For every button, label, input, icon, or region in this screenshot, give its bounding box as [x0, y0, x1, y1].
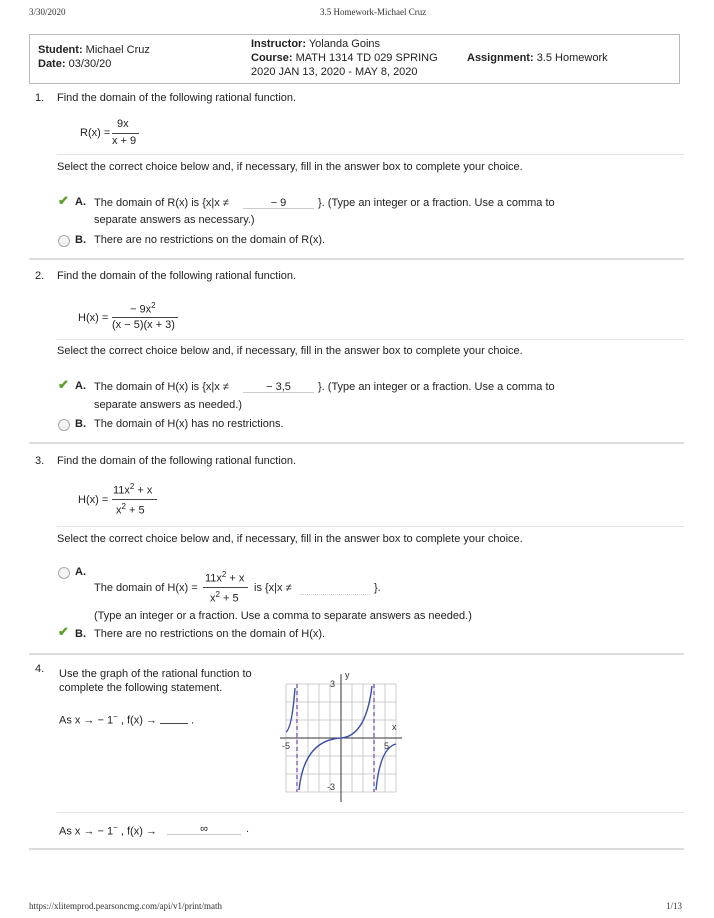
q4-answer-field[interactable]: ∞	[167, 823, 241, 835]
arrow-right-icon: →	[145, 714, 157, 727]
q4-stmt-post: , f(x)	[120, 714, 143, 727]
q3-option-b-label[interactable]: B.	[75, 628, 86, 640]
q4-ans-sup: −	[113, 823, 118, 832]
q1-denominator: x + 9	[112, 135, 137, 147]
q1-option-b-radio[interactable]	[58, 235, 70, 247]
q4-ans-val: − 1	[97, 825, 114, 838]
instructor-line	[251, 38, 380, 50]
q1-checkmark-icon: ✔	[58, 193, 69, 208]
instructor-label: Instructor:	[251, 38, 306, 50]
q2-numerator	[130, 301, 156, 316]
q3-a-numerator	[205, 570, 244, 585]
q3-option-a-label[interactable]: A.	[75, 566, 86, 578]
curve-left-branch	[286, 688, 295, 732]
course-line	[251, 52, 438, 64]
q3-a-den-exp: 2	[215, 590, 220, 599]
date-line	[38, 58, 111, 70]
q2-fraction-bar	[112, 317, 178, 318]
q2-option-a-text-line2: separate answers as needed.)	[94, 399, 242, 411]
q4-blank	[160, 714, 188, 724]
footer-page: 1/13	[666, 901, 683, 911]
date-label: Date:	[38, 58, 66, 70]
q1-numerator: 9x	[117, 118, 129, 130]
assignment-header	[29, 34, 680, 84]
q1-func-lhs: R(x) =	[80, 127, 111, 139]
graph-tick-right: 5	[384, 741, 390, 751]
q3-num-a: 11x	[113, 484, 130, 497]
q1-prompt: Find the domain of the following rational function.	[57, 92, 297, 104]
q3-den-exp: 2	[121, 502, 126, 511]
q2-numerator-base: − 9x	[130, 303, 152, 316]
q3-checkmark-icon: ✔	[58, 624, 69, 639]
q3-prompt: Find the domain of the following rational function.	[57, 455, 297, 467]
q4-stmt-sup: −	[113, 712, 118, 721]
date-value: 03/30/20	[68, 58, 112, 70]
q3-a-num-exp: 2	[221, 570, 227, 579]
q2-answer-field[interactable]: − 3,5	[243, 381, 314, 393]
q4-statement: As x → − 1− , f(x) → .	[59, 712, 195, 727]
q1-instruction: Select the correct choice below and, if necessary, fill in the answer box to complete your choice.	[57, 161, 523, 173]
q3-answer-field[interactable]	[300, 583, 370, 595]
q2-option-b-radio[interactable]	[58, 419, 70, 431]
print-doc-title: 3.5 Homework-Michael Cruz	[320, 7, 427, 17]
q1-option-b-text: There are no restrictions on the domain of R(x).	[94, 234, 326, 246]
student-label: Student:	[38, 44, 83, 56]
q3-den-a: x	[116, 504, 122, 517]
q3-option-a-radio[interactable]	[58, 567, 70, 579]
graph-tick-top: 3	[330, 679, 336, 689]
print-date: 3/30/2020	[29, 7, 66, 17]
q2-number: 2.	[35, 270, 45, 282]
graph-tick-left: -5	[282, 741, 291, 751]
q3-end-divider	[29, 653, 684, 655]
assignment-value: 3.5 Homework	[536, 52, 608, 64]
q2-end-divider	[29, 442, 684, 444]
student-value: Michael Cruz	[85, 44, 150, 56]
q3-option-a-text-post: }.	[374, 582, 381, 594]
q2-option-b-text: The domain of H(x) has no restrictions.	[94, 418, 284, 430]
q4-stmt-pre: As x	[59, 714, 81, 727]
q3-a-num-b: + x	[226, 572, 245, 585]
q3-a-den-a: x	[210, 592, 216, 605]
q1-end-divider	[29, 258, 684, 260]
q3-option-a-text-mid: is {x|x ≠	[254, 582, 292, 594]
q3-divider	[57, 526, 684, 527]
q2-option-b-label[interactable]: B.	[75, 418, 86, 430]
q1-option-b-label[interactable]: B.	[75, 234, 86, 246]
q4-divider	[57, 812, 684, 813]
assignment-line	[467, 52, 608, 64]
arrow-right-icon: →	[83, 714, 95, 727]
graph-y-label: y	[345, 670, 350, 680]
q1-option-a-label[interactable]: A.	[75, 196, 86, 208]
q3-number: 3.	[35, 455, 45, 467]
q2-option-a-text-post: }. (Type an integer or a fraction. Use a comma to	[318, 381, 555, 393]
q3-fraction-bar	[112, 499, 157, 500]
q4-rational-graph	[272, 668, 412, 808]
q3-option-b-text: There are no restrictions on the domain of H(x).	[94, 628, 326, 640]
q4-prompt-line1: Use the graph of the rational function to	[59, 668, 252, 680]
q1-fraction-bar	[112, 133, 139, 134]
graph-tick-bottom: -3	[327, 782, 336, 792]
q2-numerator-exp: 2	[151, 301, 156, 310]
graph-x-label: x	[392, 722, 397, 732]
student-line	[38, 44, 150, 56]
q1-option-a-text-line2: separate answers as necessary.)	[94, 214, 255, 226]
q3-a-fraction-bar	[203, 587, 248, 588]
q2-divider	[57, 339, 684, 340]
q3-a-denominator	[210, 590, 239, 605]
q4-stmt-val: − 1	[97, 714, 114, 727]
q2-option-a-label[interactable]: A.	[75, 380, 86, 392]
q3-denominator	[116, 502, 145, 517]
q1-option-a-text-post: }. (Type an integer or a fraction. Use a comma to	[318, 197, 555, 209]
q1-answer-field[interactable]: − 9	[243, 197, 314, 209]
q3-option-a-text-line2: (Type an integer or a fraction. Use a comma to separate answers as needed.)	[94, 610, 472, 622]
q3-instruction: Select the correct choice below and, if necessary, fill in the answer box to complete your choice.	[57, 533, 523, 545]
q4-end-divider	[29, 848, 684, 850]
q4-answer-line	[59, 823, 157, 838]
q4-prompt-line2: complete the following statement.	[59, 682, 223, 694]
arrow-right-icon: →	[83, 825, 95, 838]
q1-number: 1.	[35, 92, 45, 104]
q1-divider	[57, 154, 684, 155]
q2-checkmark-icon: ✔	[58, 377, 69, 392]
q4-number: 4.	[35, 663, 45, 675]
q2-instruction: Select the correct choice below and, if necessary, fill in the answer box to complete your choice.	[57, 345, 523, 357]
q3-den-b: + 5	[125, 504, 145, 517]
q3-func-lhs: H(x) =	[78, 494, 109, 506]
q3-a-den-b: + 5	[219, 592, 239, 605]
q2-denominator: (x − 5)(x + 3)	[112, 319, 175, 331]
instructor-value: Yolanda Goins	[308, 38, 381, 50]
q2-func-lhs: H(x) =	[78, 312, 109, 324]
course-value: MATH 1314 TD 029 SPRING	[295, 52, 438, 64]
q1-option-a-text: The domain of R(x) is {x|x ≠	[94, 197, 229, 209]
q3-option-a-text: The domain of H(x) =	[94, 582, 198, 594]
q3-num-b: + x	[134, 484, 153, 497]
q2-option-a-text: The domain of H(x) is {x|x ≠	[94, 381, 229, 393]
q3-num-exp: 2	[129, 482, 135, 491]
arrow-right-icon: →	[145, 825, 157, 838]
footer-url[interactable]: https://xlitemprod.pearsoncmg.com/api/v1/print/math	[29, 901, 222, 911]
q2-prompt: Find the domain of the following rational function.	[57, 270, 297, 282]
q4-ans-pre: As x	[59, 825, 81, 838]
assignment-label: Assignment:	[467, 52, 534, 64]
q3-numerator	[113, 482, 152, 497]
q3-a-num-a: 11x	[205, 572, 222, 585]
q4-answer-period: .	[246, 823, 250, 835]
course-label: Course:	[251, 52, 293, 64]
course-dates: 2020 JAN 13, 2020 - MAY 8, 2020	[251, 66, 418, 78]
q4-ans-post: , f(x)	[120, 825, 143, 838]
